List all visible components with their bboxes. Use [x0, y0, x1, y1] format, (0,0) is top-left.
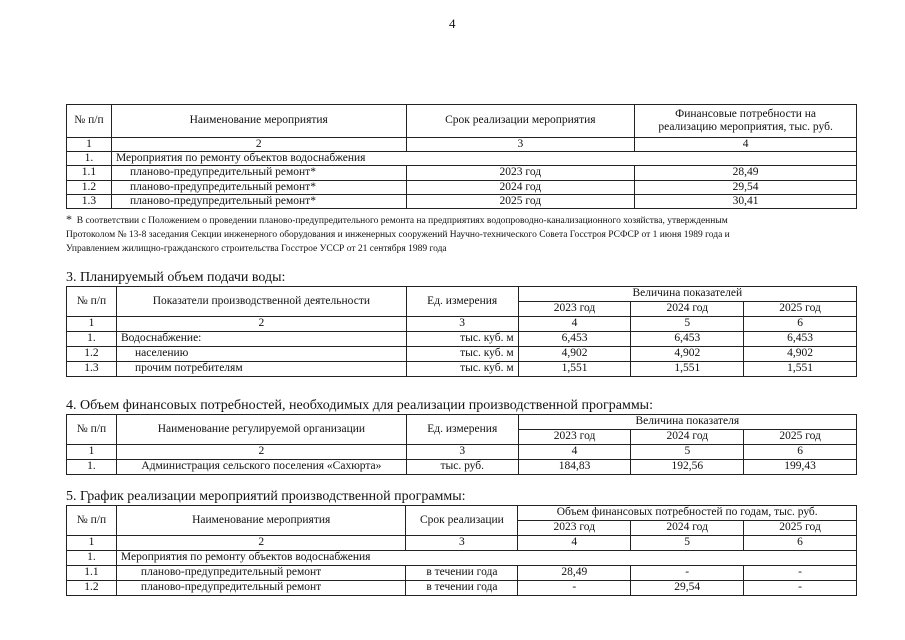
row-unit: тыс. куб. м — [406, 347, 518, 362]
row-name: прочим потребителям — [116, 362, 406, 377]
col-header-num: № п/п — [67, 415, 117, 445]
col-header-group: Объем финансовых потребностей по годам, тыс. руб. — [518, 506, 857, 521]
col-header-group: Величина показателя — [518, 415, 856, 430]
col-header-name: Наименование мероприятия — [111, 105, 406, 138]
table-row — [67, 180, 857, 194]
col-header-num: № п/п — [67, 287, 117, 317]
index-cell: 6 — [744, 317, 857, 332]
index-cell: 4 — [518, 317, 631, 332]
index-cell: 2 — [116, 445, 406, 460]
col-header-group: Величина показателей — [518, 287, 856, 302]
row-amount: 29,54 — [635, 180, 857, 194]
row-unit: тыс. куб. м — [406, 332, 518, 347]
row-unit: тыс. куб. м — [406, 362, 518, 377]
row-term: 2024 год — [406, 180, 635, 194]
row-value: 4,902 — [518, 347, 631, 362]
row-value: 4,902 — [744, 347, 857, 362]
row-num: 1.2 — [67, 180, 112, 194]
section3-title: 3. Планируемый объем подачи воды: — [66, 270, 286, 285]
row-name: планово-предупредительный ремонт* — [111, 194, 406, 208]
index-cell: 3 — [406, 317, 518, 332]
row-value: 1,551 — [631, 362, 744, 377]
row-term: 2023 год — [406, 166, 635, 180]
footnote — [66, 211, 857, 256]
col-header-year: 2023 год — [518, 302, 631, 317]
col-header-year: 2025 год — [744, 521, 857, 536]
col-header-num: № п/п — [67, 506, 117, 536]
table-row — [67, 347, 857, 362]
index-cell: 3 — [406, 138, 635, 152]
row-value: 6,453 — [631, 332, 744, 347]
row-value: 28,49 — [518, 566, 631, 581]
row-name: Администрация сельского поселения «Сахюрта» — [116, 460, 406, 475]
row-num: 1.1 — [67, 166, 112, 180]
footnote-line1: В соответствии с Положением о проведении планово-предупредительного ремонта на предприятиях водопроводно-канализационного хозяйства, утвержденным — [76, 216, 728, 226]
finance-needs-table — [66, 414, 857, 475]
table-row — [67, 332, 857, 347]
row-num: 1. — [67, 332, 117, 347]
row-value: 184,83 — [518, 460, 631, 475]
row-value: - — [744, 566, 857, 581]
row-value: 6,453 — [518, 332, 631, 347]
col-header-unit: Ед. измерения — [406, 287, 518, 317]
index-cell: 3 — [406, 445, 518, 460]
section-row — [67, 152, 857, 166]
index-cell: 5 — [631, 536, 744, 551]
col-header-year: 2025 год — [744, 302, 857, 317]
index-cell: 6 — [744, 445, 857, 460]
col-header-finance-line2: реализацию мероприятия, тыс. руб. — [658, 121, 833, 133]
index-cell: 2 — [116, 317, 406, 332]
col-header-org: Наименование регулируемой организации — [116, 415, 406, 445]
schedule-table — [66, 505, 857, 596]
row-name: планово-предупредительный ремонт — [116, 581, 406, 596]
section-num: 1. — [67, 551, 117, 566]
row-value: - — [744, 581, 857, 596]
col-header-name: Наименование мероприятия — [116, 506, 406, 536]
col-header-unit: Ед. измерения — [406, 415, 518, 445]
table-row — [67, 194, 857, 208]
table-row — [67, 362, 857, 377]
row-value: - — [518, 581, 631, 596]
index-cell: 1 — [67, 317, 117, 332]
row-num: 1.1 — [67, 566, 117, 581]
row-num: 1.3 — [67, 194, 112, 208]
row-value: 192,56 — [631, 460, 744, 475]
row-name: Водоснабжение: — [116, 332, 406, 347]
table-row — [67, 566, 857, 581]
row-name: планово-предупредительный ремонт — [116, 566, 406, 581]
row-name: населению — [116, 347, 406, 362]
row-term: в течении года — [406, 581, 518, 596]
section-row — [67, 551, 857, 566]
row-name: планово-предупредительный ремонт* — [111, 180, 406, 194]
index-cell: 4 — [518, 536, 631, 551]
row-term: в течении года — [406, 566, 518, 581]
index-cell: 6 — [744, 536, 857, 551]
row-value: 1,551 — [744, 362, 857, 377]
row-value: 4,902 — [631, 347, 744, 362]
index-cell: 1 — [67, 536, 117, 551]
col-header-year: 2023 год — [518, 521, 631, 536]
index-cell: 5 — [631, 317, 744, 332]
row-num: 1.3 — [67, 362, 117, 377]
row-num: 1.2 — [67, 581, 117, 596]
section-title: Мероприятия по ремонту объектов водоснабжения — [111, 152, 856, 166]
row-amount: 30,41 — [635, 194, 857, 208]
row-num: 1. — [67, 460, 117, 475]
index-cell: 5 — [631, 445, 744, 460]
index-cell: 4 — [635, 138, 857, 152]
col-header-num: № п/п — [67, 105, 112, 138]
index-cell: 4 — [518, 445, 631, 460]
col-header-year: 2025 год — [744, 430, 857, 445]
table-row — [67, 166, 857, 180]
row-term: 2025 год — [406, 194, 635, 208]
col-header-year: 2023 год — [518, 430, 631, 445]
index-cell: 1 — [67, 138, 112, 152]
footnote-line2: Протоколом № 13-8 заседания Секции инженерного оборудования и инженерных сооружений Научно-технического Совета Госстроя РСФСР от 1 июня 1989 года и — [66, 229, 730, 240]
col-header-year: 2024 год — [631, 302, 744, 317]
section5-title: 5. График реализации мероприятий производственной программы: — [66, 489, 466, 504]
table-row — [67, 581, 857, 596]
index-cell: 2 — [116, 536, 406, 551]
row-amount: 28,49 — [635, 166, 857, 180]
row-name: планово-предупредительный ремонт* — [111, 166, 406, 180]
col-header-finance-line1: Финансовые потребности на — [675, 107, 817, 120]
measures-table — [66, 104, 857, 209]
section4-title: 4. Объем финансовых потребностей, необходимых для реализации производственной программы: — [66, 398, 653, 413]
footnote-star: * — [66, 212, 72, 226]
col-header-finance — [635, 105, 857, 138]
index-cell: 3 — [406, 536, 518, 551]
row-value: 29,54 — [631, 581, 744, 596]
row-num: 1.2 — [67, 347, 117, 362]
water-supply-table — [66, 286, 857, 377]
index-cell: 2 — [111, 138, 406, 152]
row-unit: тыс. руб. — [406, 460, 518, 475]
row-value: - — [631, 566, 744, 581]
table-row — [67, 460, 857, 475]
footnote-line3: Управлением жилищно-гражданского строительства Госстрое УССР от 21 сентября 1989 года — [66, 243, 447, 254]
col-header-term: Срок реализации мероприятия — [406, 105, 635, 138]
row-value: 6,453 — [744, 332, 857, 347]
page-number: 4 — [449, 16, 456, 31]
col-header-year: 2024 год — [631, 430, 744, 445]
row-value: 1,551 — [518, 362, 631, 377]
index-cell: 1 — [67, 445, 117, 460]
col-header-term: Срок реализации — [406, 506, 518, 536]
col-header-year: 2024 год — [631, 521, 744, 536]
section-num: 1. — [67, 152, 112, 166]
row-value: 199,43 — [744, 460, 857, 475]
col-header-indicator: Показатели производственной деятельности — [116, 287, 406, 317]
section-title: Мероприятия по ремонту объектов водоснабжения — [116, 551, 856, 566]
